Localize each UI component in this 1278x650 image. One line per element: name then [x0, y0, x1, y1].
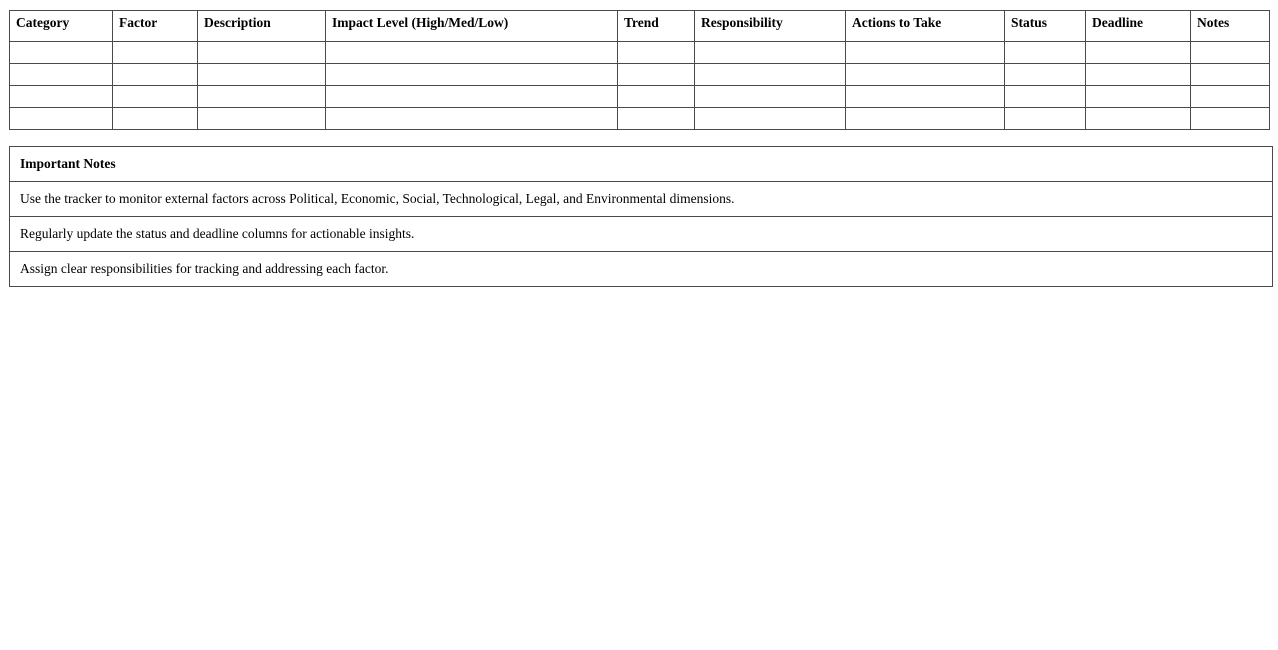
notes-header-row [10, 147, 1273, 182]
cell-category[interactable] [10, 108, 113, 130]
cell-deadline[interactable] [1086, 42, 1191, 64]
cell-responsibility[interactable] [695, 108, 846, 130]
cell-actions-to-take[interactable] [846, 42, 1005, 64]
note-row [10, 182, 1273, 217]
cell-factor[interactable] [113, 64, 198, 86]
cell-status[interactable] [1005, 108, 1086, 130]
cell-impact-level[interactable] [326, 86, 618, 108]
table-row [10, 108, 1270, 130]
cell-notes[interactable] [1191, 108, 1270, 130]
cell-actions-to-take[interactable] [846, 64, 1005, 86]
table-header-row [10, 11, 1270, 42]
cell-category[interactable] [10, 42, 113, 64]
column-header-factor: Factor [113, 11, 198, 42]
cell-impact-level[interactable] [326, 42, 618, 64]
cell-deadline[interactable] [1086, 108, 1191, 130]
important-notes-title: Important Notes [10, 147, 1273, 182]
cell-impact-level[interactable] [326, 64, 618, 86]
cell-factor[interactable] [113, 42, 198, 64]
cell-status[interactable] [1005, 64, 1086, 86]
cell-description[interactable] [198, 42, 326, 64]
cell-status[interactable] [1005, 86, 1086, 108]
cell-responsibility[interactable] [695, 86, 846, 108]
column-header-impact-level: Impact Level (High/Med/Low) [326, 11, 618, 42]
column-header-deadline: Deadline [1086, 11, 1191, 42]
cell-responsibility[interactable] [695, 64, 846, 86]
pestle-tracker-table [9, 10, 1270, 130]
important-notes-table [9, 146, 1273, 287]
column-header-trend: Trend [618, 11, 695, 42]
note-row [10, 217, 1273, 252]
cell-description[interactable] [198, 108, 326, 130]
cell-notes[interactable] [1191, 42, 1270, 64]
column-header-notes: Notes [1191, 11, 1270, 42]
cell-notes[interactable] [1191, 86, 1270, 108]
column-header-actions-to-take: Actions to Take [846, 11, 1005, 42]
cell-actions-to-take[interactable] [846, 108, 1005, 130]
cell-category[interactable] [10, 64, 113, 86]
cell-trend[interactable] [618, 64, 695, 86]
cell-status[interactable] [1005, 42, 1086, 64]
cell-trend[interactable] [618, 42, 695, 64]
cell-description[interactable] [198, 64, 326, 86]
column-header-status: Status [1005, 11, 1086, 42]
cell-notes[interactable] [1191, 64, 1270, 86]
table-row [10, 64, 1270, 86]
cell-trend[interactable] [618, 108, 695, 130]
cell-description[interactable] [198, 86, 326, 108]
note-item-2: Regularly update the status and deadline columns for actionable insights. [10, 217, 1273, 252]
cell-factor[interactable] [113, 86, 198, 108]
table-row [10, 86, 1270, 108]
column-header-description: Description [198, 11, 326, 42]
cell-deadline[interactable] [1086, 86, 1191, 108]
cell-deadline[interactable] [1086, 64, 1191, 86]
note-item-1: Use the tracker to monitor external factors across Political, Economic, Social, Technological, Legal, and Environmental dimensions. [10, 182, 1273, 217]
note-row [10, 252, 1273, 287]
table-row [10, 42, 1270, 64]
note-item-3: Assign clear responsibilities for tracking and addressing each factor. [10, 252, 1273, 287]
cell-responsibility[interactable] [695, 42, 846, 64]
cell-factor[interactable] [113, 108, 198, 130]
cell-trend[interactable] [618, 86, 695, 108]
column-header-category: Category [10, 11, 113, 42]
cell-actions-to-take[interactable] [846, 86, 1005, 108]
column-header-responsibility: Responsibility [695, 11, 846, 42]
cell-category[interactable] [10, 86, 113, 108]
cell-impact-level[interactable] [326, 108, 618, 130]
